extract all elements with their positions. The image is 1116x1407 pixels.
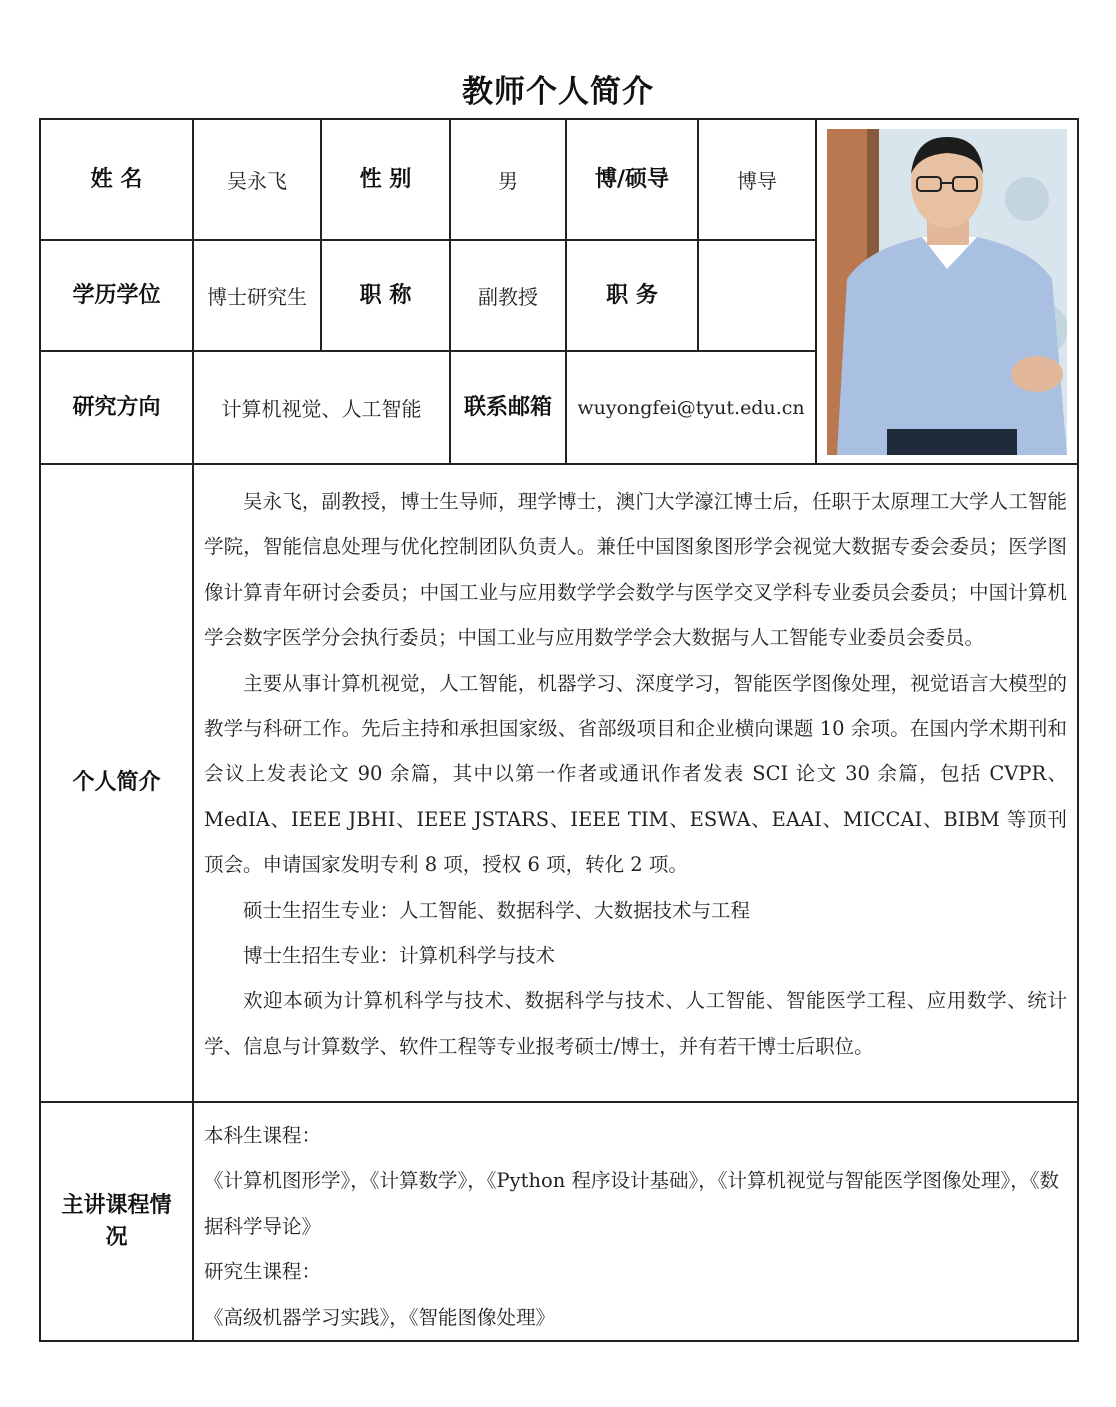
grad-heading: 研究生课程： [204, 1260, 322, 1284]
name-label: 姓 名 [40, 119, 193, 240]
research-value: 计算机视觉、人工智能 [193, 351, 450, 464]
name-value: 吴永飞 [193, 119, 321, 240]
portrait-icon [827, 129, 1067, 455]
photo-cell [816, 119, 1078, 464]
bio-paragraph: 吴永飞，副教授，博士生导师，理学博士，澳门大学濠江博士后，任职于太原理工大学人工智能学院，智能信息处理与优化控制团队负责人。兼任中国图象图形学会视觉大数据专委会委员；医学图像计算青年研讨会委员；中国工业与应用数学学会数学与医学交叉学科专业委员会委员；中国计算机学会数字医学分会执行委员；中国工业与应用数学学会大数据与人工智能专业委员会委员。 [204, 490, 1067, 650]
gender-label: 性 别 [321, 119, 450, 240]
courses-cell [193, 1102, 1078, 1341]
bio-label: 个人简介 [40, 464, 193, 1102]
degree-value: 博士研究生 [193, 240, 321, 351]
duty-value [698, 240, 816, 351]
undergrad-heading: 本科生课程： [204, 1124, 322, 1147]
research-label: 研究方向 [40, 351, 193, 464]
teacher-photo [827, 129, 1067, 455]
supervisor-label: 博/硕导 [566, 119, 698, 240]
supervisor-value: 博导 [698, 119, 816, 240]
grad-course-list: 《高级机器学习实践》，《智能图像处理》 [204, 1305, 556, 1329]
rank-value: 副教授 [450, 240, 566, 351]
courses-text [194, 1103, 1077, 1340]
undergrad-course-list: 《计算机图形学》，《计算数学》，《Python 程序设计基础》，《计算机视觉与智能医学图像处理》，《数据科学导论》 [204, 1169, 1060, 1238]
rank-label: 职 称 [321, 240, 450, 351]
email-label: 联系邮箱 [450, 351, 566, 464]
page-title: 教师个人简介 [462, 74, 654, 110]
bio-text [194, 465, 1077, 1073]
gender-value: 男 [450, 119, 566, 240]
duty-label: 职 务 [566, 240, 698, 351]
profile-table [39, 118, 1079, 1342]
degree-label: 学历学位 [40, 240, 193, 351]
email-value: wuyongfei@tyut.edu.cn [566, 351, 816, 464]
bio-cell [193, 464, 1078, 1102]
courses-label: 主讲课程情况 [40, 1102, 193, 1341]
bio-paragraph: 硕士生招生专业：人工智能、数据科学、大数据技术与工程 [243, 898, 751, 922]
bio-paragraph: 主要从事计算机视觉，人工智能，机器学习、深度学习，智能医学图像处理，视觉语言大模型的教学与科研工作。先后主持和承担国家级、省部级项目和企业横向课题 10 余项。在国内学术期刊和会议上发表论文 90 余篇，其中以第一作者或通讯作者发表 SCI 论文 30 余篇，包括 CVPR、MedIA、IEEE JBHI、IEEE JSTARS、IEEE TIM、ESWA、EAAI、MICCAI、BIBM 等顶刊顶会。申请国家发明专利 8 项，授权 6 项，转化 2 项。 [204, 671, 1067, 877]
bio-paragraph: 博士生招生专业：计算机科学与技术 [243, 944, 556, 968]
bio-paragraph: 欢迎本硕为计算机科学与技术、数据科学与技术、人工智能、智能医学工程、应用数学、统计学、信息与计算数学、软件工程等专业报考硕士/博士，并有若干博士后职位。 [204, 989, 1067, 1058]
